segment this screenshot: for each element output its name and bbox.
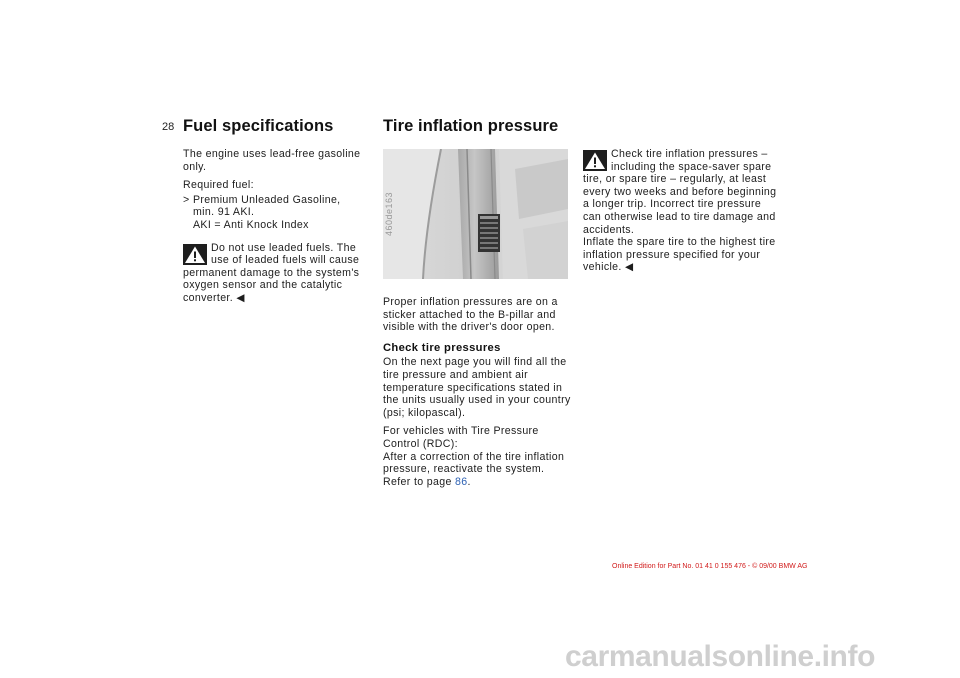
warning-triangle-icon <box>183 244 207 265</box>
end-marker: ◀ <box>625 261 634 274</box>
online-edition-footer: Online Edition for Part No. 01 41 0 155 476 - © 09/00 BMW AG <box>612 563 808 570</box>
check-pressures-paragraph: On the next page you will find all the tire pressure and ambient air temperature specifications stated in the units usually used in your country (psi; kilopascal). <box>383 356 571 419</box>
sticker-paragraph: Proper inflation pressures are on a sticker attached to the B-pillar and visible with the driver's door open. <box>383 296 558 334</box>
rdc-paragraph <box>383 425 575 488</box>
tire-warning-text-2: Inflate the spare tire to the highest tire inflation pressure specified for your vehicle. <box>583 236 776 274</box>
fuel-section-title: Fuel specifications <box>183 117 334 135</box>
page-number: 28 <box>162 121 175 133</box>
image-code-label <box>383 149 401 279</box>
rdc-line-1: For vehicles with Tire Pressure Control (RDC): <box>383 425 539 450</box>
tire-section-title: Tire inflation pressure <box>383 117 559 135</box>
tire-warning <box>583 148 777 274</box>
rdc-line-2: After a correction of the tire inflation pressure, reactivate the system. Refer to page <box>383 450 565 488</box>
tire-warning-text: Check tire inflation pressures – including the space-saver spare tire, or spare tire – regularly, at least every two weeks and before beginning a longer trip. Incorrect tire pressure can otherwise lead to tire damage and accidents. <box>583 148 777 236</box>
site-watermark: carmanualsonline.info <box>565 640 875 673</box>
required-fuel-bullet <box>183 194 373 232</box>
bullet-line-2: min. 91 AKI. <box>193 206 255 219</box>
b-pillar-sticker-photo <box>383 149 568 279</box>
required-fuel-label: Required fuel: <box>183 179 254 192</box>
fuel-section-body <box>183 148 373 305</box>
fuel-warning-text: Do not use leaded fuels. The use of leaded fuels will cause permanent damage to the system's oxygen sensor and the catalytic converter. <box>183 241 360 304</box>
bullet-line-3: AKI = Anti Knock Index <box>193 218 309 231</box>
fuel-intro: The engine uses lead-free gasoline only. <box>183 148 361 173</box>
bullet-line-1: Premium Unleaded Gasoline, <box>193 193 341 206</box>
bullet-marker: > <box>183 193 190 206</box>
tire-section-body <box>383 296 575 494</box>
end-marker: ◀ <box>236 291 245 304</box>
check-pressures-heading: Check tire pressures <box>383 341 501 354</box>
image-code: 460de163 <box>384 191 395 237</box>
page-link[interactable]: 86 <box>455 475 468 488</box>
rdc-period: . <box>467 475 471 488</box>
b-pillar-photo-image <box>383 149 568 279</box>
fuel-warning <box>183 242 373 305</box>
warning-triangle-icon <box>583 150 607 171</box>
